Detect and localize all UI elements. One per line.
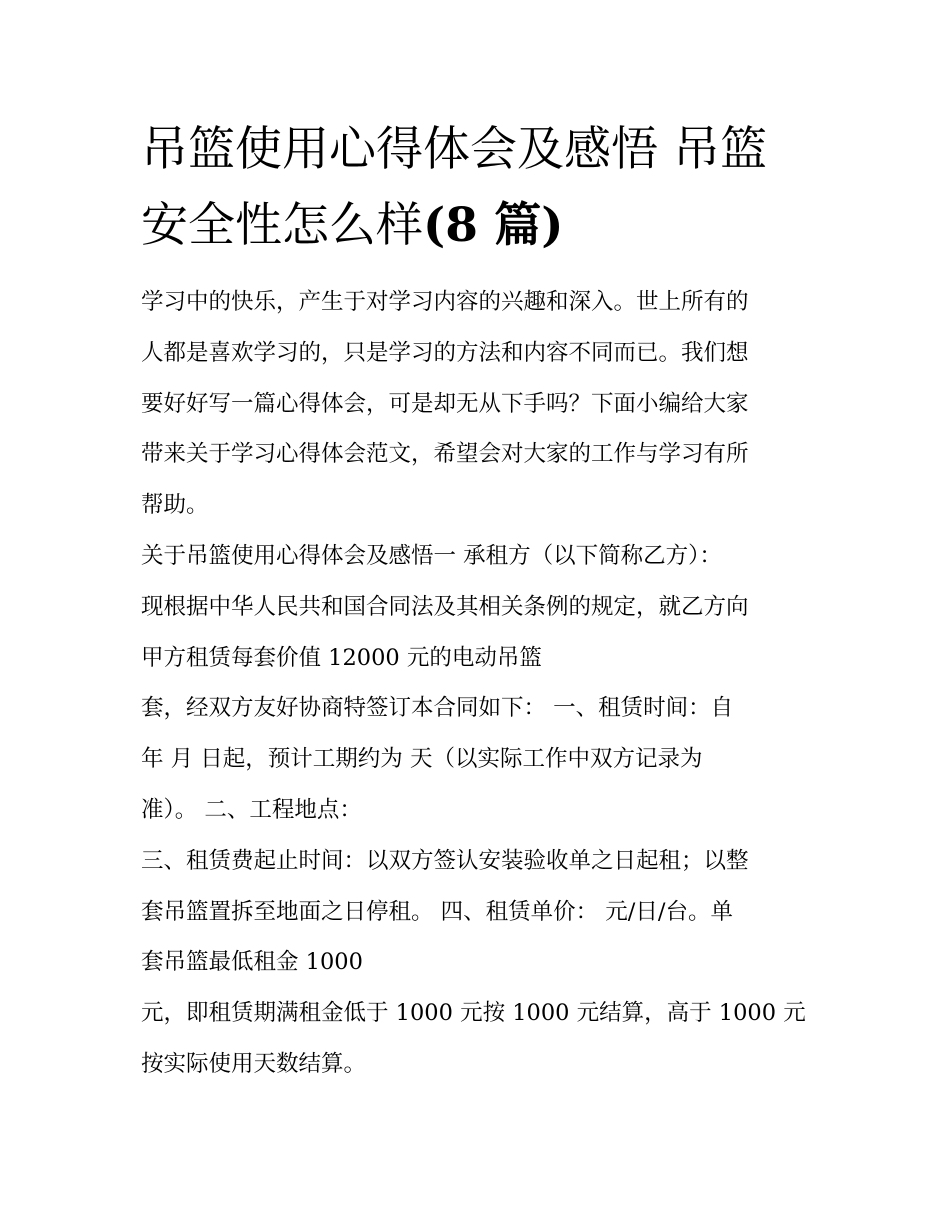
body-line: 帮助。 xyxy=(141,492,209,519)
body-line: 甲方租赁每套价值 12000 元的电动吊篮 xyxy=(141,644,542,671)
body-line: 年 月 日起，预计工期约为 天（以实际工作中双方记录为 xyxy=(141,746,703,773)
body-line: 套吊篮置拆至地面之日停租。 四、租赁单价： 元/日/台。单 xyxy=(141,898,733,925)
document-title xyxy=(141,112,821,264)
body-line: 套，经双方友好协商特签订本合同如下： 一、租赁时间：自 xyxy=(141,695,734,722)
title-line-1: 吊篮使用心得体会及感悟 吊篮 xyxy=(141,122,767,177)
body-line: 人都是喜欢学习的，只是学习的方法和内容不同而已。我们想 xyxy=(141,339,749,366)
title-line-2: 安全性怎么样 xyxy=(141,198,423,253)
body-line: 按实际使用天数结算。 xyxy=(141,1050,367,1077)
body-line: 带来关于学习心得体会范文，希望会对大家的工作与学习有所 xyxy=(141,441,749,468)
body-line: 关于吊篮使用心得体会及感悟一 承租方（以下简称乙方）： xyxy=(141,542,722,569)
title-count: (8 篇) xyxy=(423,198,564,253)
body-line: 套吊篮最低租金 1000 xyxy=(141,949,363,976)
document-body xyxy=(141,277,821,1090)
body-line: 要好好写一篇心得体会，可是却无从下手吗？下面小编给大家 xyxy=(141,390,749,417)
body-line: 学习中的快乐，产生于对学习内容的兴趣和深入。世上所有的 xyxy=(141,289,749,315)
body-line: 现根据中华人民共和国合同法及其相关条例的规定，就乙方向 xyxy=(141,593,749,620)
body-line: 元，即租赁期满租金低于 1000 元按 1000 元结算，高于 1000 元 xyxy=(141,1000,806,1027)
body-line: 三、租赁费起止时间：以双方签认安装验收单之日起租；以整 xyxy=(141,847,749,874)
body-line: 准）。 二、工程地点： xyxy=(141,796,362,823)
